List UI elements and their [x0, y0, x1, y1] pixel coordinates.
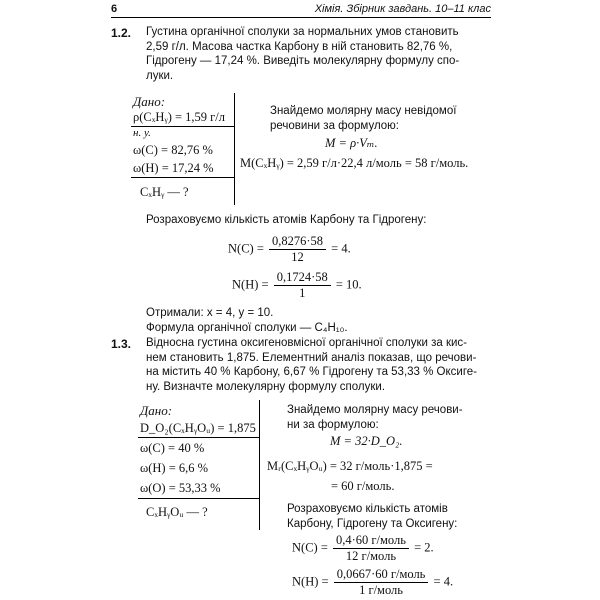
step-find-molar-mass: [287, 403, 463, 432]
formula-molar-mass: Mᵣ(CₓHᵧOᵤ) = 32 г/моль·1,875 =: [267, 459, 433, 473]
formula-lhs: N(H) =: [292, 574, 329, 589]
problem-number-1-3: 1.3.: [111, 337, 132, 351]
formula-n-hydrogen: [292, 567, 453, 598]
step-line: Карбону, Гідрогену та Оксигену:: [287, 517, 458, 530]
given-divider: [138, 498, 259, 499]
find-formula: CₓHᵧ — ?: [140, 185, 189, 199]
given-label: Дано:: [133, 94, 166, 109]
given-underline: [138, 437, 259, 438]
given-mass-fraction-h: ω(H) = 6,6 %: [140, 461, 209, 475]
step-line: Розраховуємо кількість атомів: [287, 503, 448, 515]
fraction: [333, 533, 409, 564]
step-atom-count: Розраховуємо кількість атомів Карбону та Гідрогену:: [146, 214, 427, 226]
statement-line: Відносна густина оксигеновмісної органічної сполуки за кис-: [146, 337, 468, 349]
fraction: [274, 270, 331, 301]
numerator: 0,4·60 г/моль: [333, 533, 409, 549]
given-vertical-rule: [234, 93, 235, 205]
step-line: Знайдемо молярну масу речови-: [287, 404, 463, 416]
given-divider: [131, 177, 234, 178]
formula-rhs: = 4.: [331, 241, 351, 256]
fraction: [334, 567, 429, 598]
given-mass-fraction-c: ω(C) = 40 %: [140, 441, 205, 455]
numerator: 0,0667·60 г/моль: [334, 567, 429, 583]
statement-line: ну. Визначте молекулярну формулу сполуки.: [146, 380, 386, 393]
formula-rhs: = 4.: [433, 574, 454, 589]
problem-number-1-2: 1.2.: [111, 26, 132, 40]
given-mass-fraction-h: ω(H) = 17,24 %: [133, 161, 214, 175]
given-relative-density: D_O₂(CₓHᵧOᵤ) = 1,875: [140, 421, 256, 435]
problem-1-3-statement: [146, 336, 491, 394]
given-mass-fraction-o: ω(O) = 53,33 %: [140, 481, 221, 495]
problem-1-2-statement: [146, 25, 491, 83]
formula-n-hydrogen: [232, 270, 362, 301]
formula-molar-mass-result: = 60 г/моль.: [331, 479, 395, 493]
page-number: 6: [111, 3, 118, 15]
running-title: Хімія. Збірник завдань. 10–11 клас: [314, 3, 491, 15]
formula-n-carbon: [228, 234, 351, 265]
formula-molar-mass: M(CₓHᵧ) = 2,59 г/л·22,4 л/моль = 58 г/моль.: [240, 156, 469, 170]
denominator: 12 г/моль: [345, 549, 397, 563]
denominator: 1: [299, 286, 306, 300]
numerator: 0,1724·58: [274, 270, 331, 286]
page-header: [111, 3, 491, 18]
statement-line: 2,59 г/л. Масова частка Карбону в ній становить 82,76 %,: [146, 40, 453, 53]
denominator: 1 г/моль: [359, 583, 403, 597]
given-density: ρ(CₓHᵧ) = 1,59 г/л: [133, 110, 226, 124]
step-find-molar-mass: [270, 104, 456, 133]
statement-line: на містить 40 % Карбону, 6,67 % Гідрогену та 53,33 % Оксиге-: [146, 366, 478, 378]
step-line: речовини за формулою:: [270, 119, 400, 132]
given-underline: [131, 126, 234, 127]
formula-rhs: = 10.: [335, 277, 362, 292]
numerator: 0,8276·58: [269, 234, 326, 250]
step-line: Знайдемо молярну масу невідомої: [270, 105, 457, 117]
fraction: [269, 234, 326, 265]
statement-line: Густина органічної сполуки за нормальних умов становить: [146, 26, 459, 38]
formula-lhs: N(H) =: [232, 277, 269, 292]
formula-molar-density: M = ρ·Vₘ.: [325, 136, 378, 150]
given-conditions: н. у.: [133, 127, 151, 139]
given-label: Дано:: [140, 403, 173, 418]
formula-lhs: N(C) =: [228, 241, 264, 256]
find-formula: CₓHᵧOᵤ — ?: [146, 505, 208, 519]
statement-line: нем становить 1,875. Елементний аналіз показав, що речови-: [146, 351, 477, 364]
formula-lhs: N(C) =: [292, 540, 328, 555]
formula-rhs: = 2.: [414, 540, 434, 555]
statement-line: Гідрогену — 17,24 %. Виведіть молекулярну формулу спо-: [146, 55, 460, 67]
given-mass-fraction-c: ω(C) = 82,76 %: [133, 143, 213, 157]
formula-molar-density: M = 32·D_O₂.: [330, 434, 403, 448]
result-formula: Формула органічної сполуки — C₄H₁₀.: [146, 322, 348, 334]
step-line: ни за формулою:: [287, 418, 379, 431]
result-values: Отримали: x = 4, y = 10.: [146, 307, 274, 319]
statement-line: луки.: [146, 69, 174, 82]
formula-n-carbon: [292, 533, 434, 564]
given-vertical-rule: [259, 400, 260, 530]
step-atom-count: [287, 502, 457, 531]
denominator: 12: [291, 250, 304, 264]
